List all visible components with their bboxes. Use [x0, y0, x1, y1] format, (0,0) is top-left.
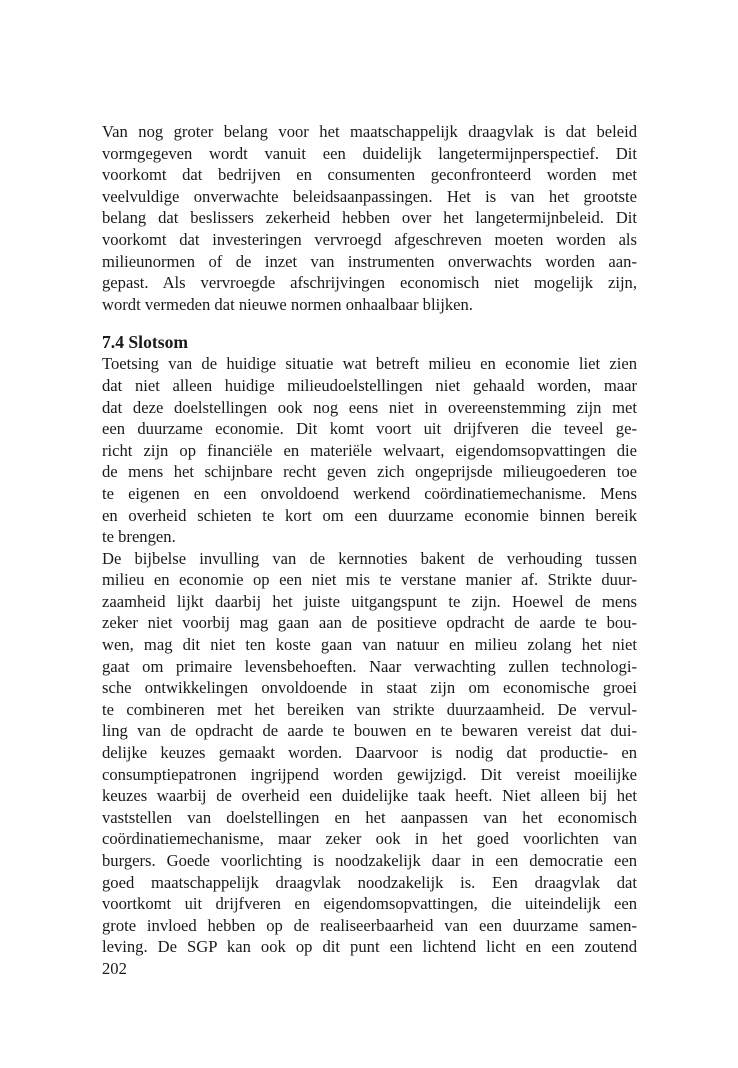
- text-line: te eigenen en een onvoldoend werkend coördinatiemechanisme. Mens: [102, 483, 637, 503]
- paragraph-1: [102, 121, 637, 315]
- text-line: voorkomt dat bedrijven en consumenten geconfronteerd worden met: [102, 165, 637, 185]
- text-line: gepast. Als vervroegde afschrijvingen economisch niet mogelijk zijn,: [102, 273, 637, 293]
- text-line: goed maatschappelijk draagvlak noodzakelijk is. Een draagvlak dat: [102, 872, 637, 892]
- text-line: te brengen.: [102, 527, 176, 547]
- text-line: delijke keuzes gemaakt worden. Daarvoor is nodig dat productie- en: [102, 743, 637, 763]
- text-line: consumptiepatronen ingrijpend worden gewijzigd. Dit vereist moeilijke: [102, 764, 637, 784]
- text-line: Van nog groter belang voor het maatschappelijk draagvlak is dat beleid: [102, 122, 637, 141]
- text-line: wordt vermeden dat nieuwe normen onhaalbaar blijken.: [102, 294, 473, 314]
- text-line: vaststellen van doelstellingen en het aanpassen van het economisch: [102, 807, 637, 827]
- text-line: belang dat beslissers zekerheid hebben over het langetermijnbeleid. Dit: [102, 208, 637, 228]
- text-line: voorkomt dat investeringen vervroegd afgeschreven moeten worden als: [102, 229, 637, 249]
- text-line: zaamheid lijkt daarbij het juiste uitgangspunt te zijn. Hoewel de mens: [102, 591, 637, 611]
- text-line: wen, mag dit niet ten koste gaan van natuur en milieu zolang het niet: [102, 635, 637, 655]
- text-line: ling van de opdracht de aarde te bouwen en te bewaren vereist dat dui-: [102, 721, 637, 741]
- text-line: een duurzame economie. Dit komt voort uit drijfveren die teveel ge-: [102, 419, 637, 439]
- text-line: Toetsing van de huidige situatie wat betreft milieu en economie liet zien: [102, 354, 637, 374]
- text-line: grote invloed hebben op de realiseerbaarheid van een duurzame samen-: [102, 915, 637, 935]
- text-line: De bijbelse invulling van de kernnoties bakent de verhouding tussen: [102, 548, 637, 568]
- section-heading: 7.4 Slotsom: [102, 332, 189, 353]
- paragraph-3: [102, 548, 637, 958]
- text-line: burgers. Goede voorlichting is noodzakelijk daar in een democratie een: [102, 851, 637, 870]
- page-number: 202: [102, 958, 127, 978]
- paragraph-2: [102, 353, 637, 547]
- text-line: voortkomt uit drijfveren en eigendomsopvattingen, die uiteindelijk een: [102, 894, 637, 914]
- text-line: vormgegeven wordt vanuit een duidelijk langetermijnperspectief. Dit: [102, 143, 637, 163]
- text-line: coördinatiemechanisme, maar zeker ook in het goed voorlichten van: [102, 829, 637, 849]
- document-page: [102, 121, 637, 980]
- text-line: dat deze doelstellingen ook nog eens niet in overeenstemming zijn met: [102, 397, 637, 417]
- text-line: en overheid schieten te kort om een duurzame economie binnen bereik: [102, 505, 637, 525]
- text-line: gaat om primaire levensbehoeften. Naar verwachting zullen technologi-: [102, 656, 637, 676]
- text-line: sche ontwikkelingen onvoldoende in staat zijn om economische groei: [102, 678, 637, 698]
- text-line: richt zijn op financiële en materiële welvaart, eigendomsopvattingen die: [102, 440, 637, 460]
- text-line: leving. De SGP kan ook op dit punt een lichtend licht en een zoutend: [102, 937, 637, 957]
- text-line: dat niet alleen huidige milieudoelstellingen niet gehaald worden, maar: [102, 375, 637, 395]
- text-line: te combineren met het bereiken van strikte duurzaamheid. De vervul-: [102, 699, 637, 719]
- text-line: milieu en economie op een niet mis te verstane manier af. Strikte duur-: [102, 570, 637, 590]
- text-line: milieunormen of de inzet van instrumenten onverwachts worden aan-: [102, 251, 637, 271]
- text-line: de mens het schijnbare recht geven zich ongeprijsde milieugoederen toe: [102, 462, 637, 482]
- text-line: veelvuldige onverwachte beleidsaanpassingen. Het is van het grootste: [102, 186, 637, 206]
- text-line: keuzes waarbij de overheid een duidelijke taak heeft. Niet alleen bij het: [102, 786, 637, 806]
- text-line: zeker niet voorbij mag gaan aan de positieve opdracht de aarde te bou-: [102, 613, 637, 633]
